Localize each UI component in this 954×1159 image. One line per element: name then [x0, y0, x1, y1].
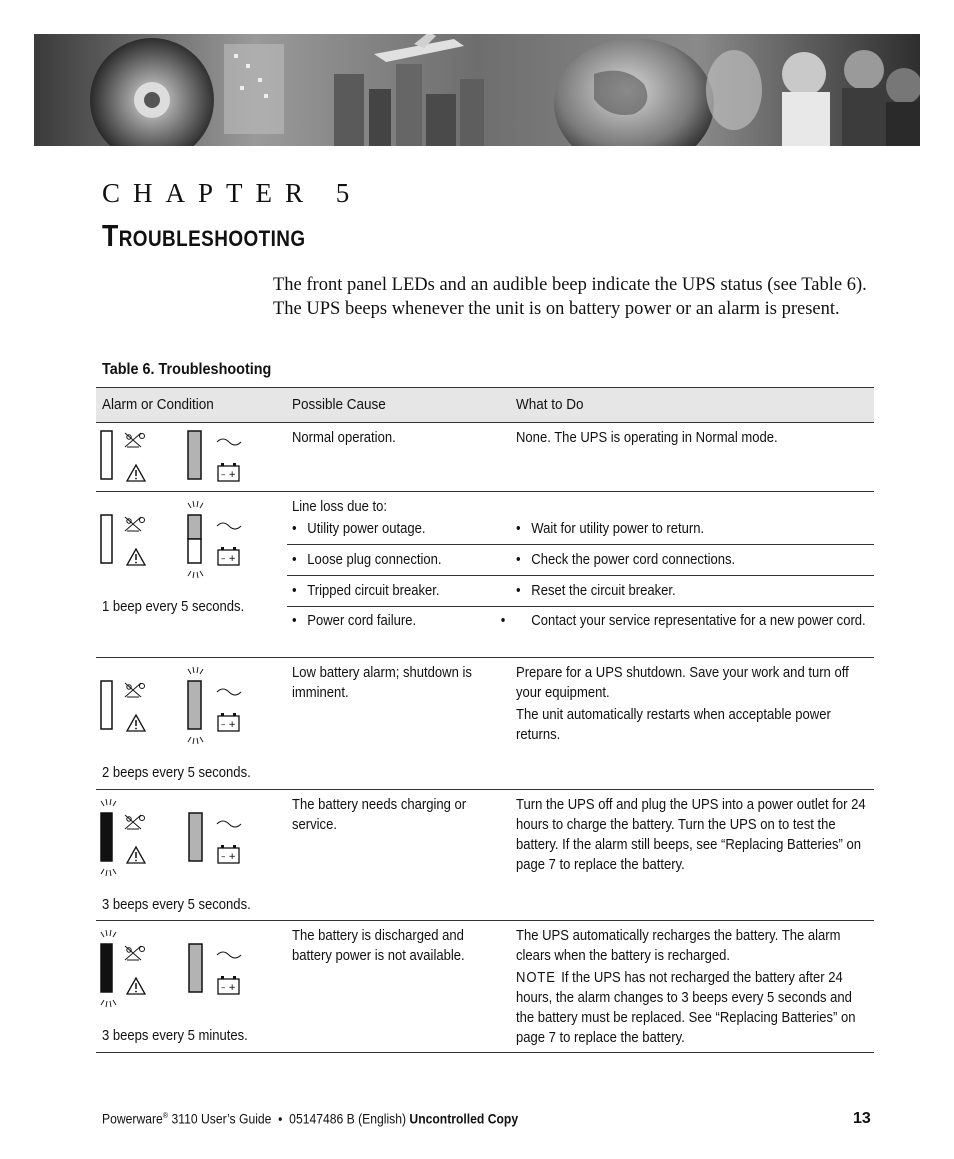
beep-pattern: 3 beeps every 5 seconds. [102, 897, 251, 913]
page-footer: Powerware® 3110 User’s Guide • 05147486 B (English) Uncontrolled Copy [102, 1111, 519, 1127]
action-cell: • Contact your service representative for a new power cord. [500, 613, 866, 629]
action-cell: The unit automatically restarts when acceptable power returns. [516, 707, 831, 743]
note-label: NOTE [516, 970, 556, 986]
svg-text:– +: – + [221, 852, 236, 862]
svg-text:– +: – + [221, 983, 236, 993]
led-indicator-battery-service-icon [96, 790, 286, 890]
row-divider [287, 575, 874, 576]
cause-intro: Line loss due to: [292, 499, 388, 515]
troubleshooting-table [96, 387, 874, 1053]
row-divider [287, 606, 874, 607]
cause-cell: Normal operation. [292, 430, 396, 446]
led-indicator-low-battery-icon [96, 658, 286, 758]
svg-text:– +: – + [221, 720, 236, 730]
note-cell [516, 968, 867, 1048]
cause-cell: • Loose plug connection. [292, 552, 442, 568]
table-row [96, 492, 874, 658]
note-text: If the UPS has not recharged the battery after 24 hours, the alarm changes to 3 beeps every 5 seconds and the battery must be replaced. See “Replacing Batteries” on page 7 to replace the battery. [516, 970, 856, 1046]
intro-paragraph: The front panel LEDs and an audible beep indicate the UPS status (see Table 6). The UPS beeps whenever the unit is on battery power or an alarm is present. [273, 275, 867, 319]
chapter-label: CHAPTER 5 [102, 178, 363, 208]
action-cell: None. The UPS is operating in Normal mode. [516, 430, 778, 446]
chapter-title: Troubleshooting [102, 218, 306, 253]
table-row [96, 790, 874, 921]
svg-text:– +: – + [221, 554, 236, 564]
beep-pattern: 2 beeps every 5 seconds. [102, 765, 251, 781]
action-cell: Turn the UPS off and plug the UPS into a power outlet for 24 hours to charge the battery. Turn the UPS on to test the battery. If the alarm still beeps, see “Replacing Batteries” on page 7 to replace the battery. [516, 797, 866, 873]
row-divider [287, 544, 874, 545]
action-cell: • Wait for utility power to return. [516, 521, 705, 537]
cause-cell: The battery is discharged and battery power is not available. [292, 928, 465, 964]
led-indicator-battery-discharged-icon [96, 921, 286, 1021]
header-alarm: Alarm or Condition [102, 396, 214, 413]
cause-cell: Low battery alarm; shutdown is imminent. [292, 665, 472, 701]
table-row [96, 423, 874, 492]
cause-cell: • Utility power outage. [292, 521, 426, 537]
cause-cell: • Power cord failure. [292, 613, 417, 629]
table-row [96, 921, 874, 1053]
table-row [96, 658, 874, 790]
svg-text:– +: – + [221, 470, 236, 480]
header-cause: Possible Cause [292, 396, 386, 413]
cause-cell: • Tripped circuit breaker. [292, 583, 440, 599]
action-cell: The UPS automatically recharges the battery. The alarm clears when the battery is recharged. [516, 928, 841, 964]
beep-pattern: 1 beep every 5 seconds. [102, 599, 245, 615]
led-indicator-online-flashing-icon [96, 492, 286, 602]
action-cell: Prepare for a UPS shutdown. Save your work and turn off your equipment. [516, 665, 849, 701]
led-indicator-normal-icon [96, 423, 286, 492]
action-cell: • Reset the circuit breaker. [516, 583, 676, 599]
beep-pattern: 3 beeps every 5 minutes. [102, 1028, 248, 1044]
chapter-banner-image [34, 34, 920, 146]
table-caption: Table 6. Troubleshooting [102, 361, 272, 378]
table-header-row [96, 388, 874, 423]
action-cell: • Check the power cord connections. [516, 552, 736, 568]
cause-cell: The battery needs charging or service. [292, 797, 467, 833]
page-number: 13 [853, 1110, 871, 1127]
header-action: What to Do [516, 396, 584, 413]
